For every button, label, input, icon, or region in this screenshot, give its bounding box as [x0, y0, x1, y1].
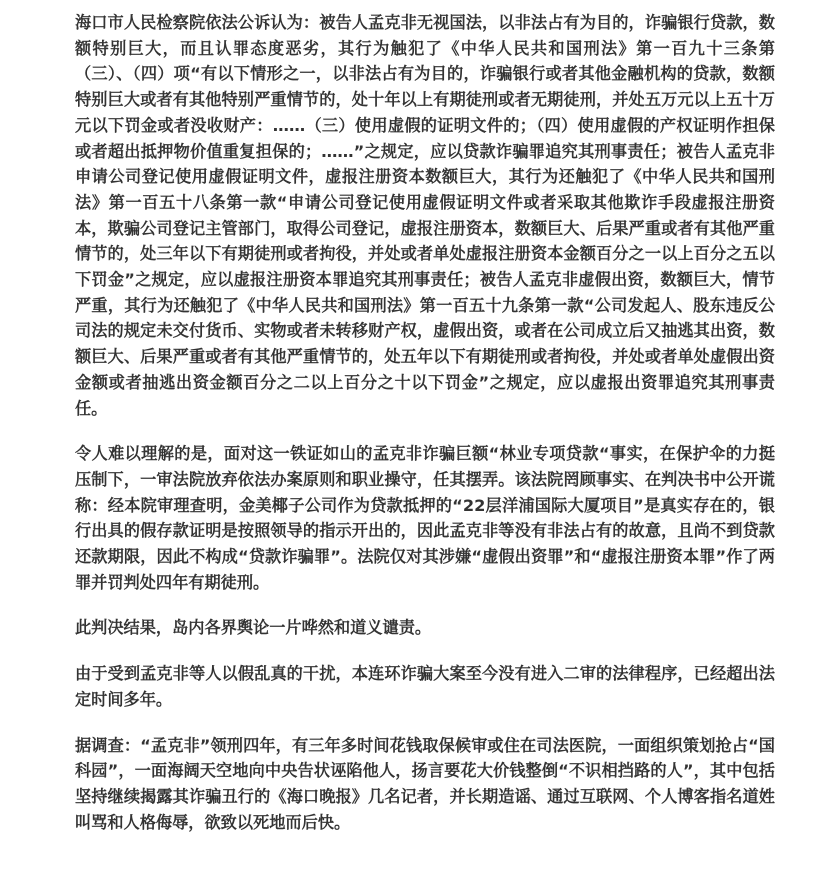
article-paragraph-public-reaction: 此判决结果，岛内各界舆论一片哗然和道义谴责。 [75, 618, 432, 638]
article-paragraph-indictment: 海口市人民检察院依法公诉认为：被告人孟克非无视国法，以非法占有为目的，诈骗银行贷款，数额特别巨大，而且认罪态度恶劣，其行为触犯了《中华人民共和国刑法》第一百九十三条第（三）、（四）项“有以下情形之一，以非法占有为目的，诈骗银行或者其他金融机构的贷款，数额特别巨大或者有其他特别严重情节的，处十年以上有期徒刑或者无期徒刑，并处五万元以上五十万元以下罚金或者没收财产：……（三）使用虚假的证明文件的；（四）使用虚假的产权证明作担保或者超出抵押物价值重复担保的；……”之规定，应以贷款诈骗罪追究其刑事责任；被告人孟克非申请公司登记使用虚假证明文件，虚报注册资本数额巨大，其行为还触犯了《中华人民共和国刑法》第一百五十八条第一款“申请公司登记使用虚假证明文件或者采取其他欺诈手段虚报注册资本，欺骗公司登记主管部门，取得公司登记，虚报注册资本，数额巨大、后果严重或者有其他严重情节的，处三年以下有期徒刑或者拘役，并处或者单处虚报注册资本金额百分之一以上百分之五以下罚金”之规定，应以虚报注册资本罪追究其刑事责任；被告人孟克非虚假出资，数额巨大，情节严重，其行为还触犯了《中华人民共和国刑法》第一百五十九条第一款“公司发起人、股东违反公司法的规定未交付货币、实物或者未转移财产权，虚假出资，或者在公司成立后又抽逃其出资，数额巨大、后果严重或者有其他严重情节的，处五年以下有期徒刑或者拘役，并处或者单处虚假出资金额或者抽逃出资金额百分之二以上百分之十以下罚金”之规定，应以虚报出资罪追究其刑事责任。 [75, 13, 775, 418]
article-paragraph-second-instance-delay: 由于受到孟克非等人以假乱真的干扰，本连环诈骗大案至今没有进入二审的法律程序，已经超出法定时间多年。 [75, 664, 775, 709]
article-paragraph-investigation: 据调查：“孟克非”领刑四年，有三年多时间花钱取保候审或住在司法医院，一面组织策划抢占“国科园”，一面海阔天空地向中央告状诬陷他人，扬言要花大价钱整倒“不识相挡路的人”，其中包括坚持继续揭露其诈骗丑行的《海口晚报》几名记者，并长期造谣、通过互联网、个人博客指名道姓叫骂和人格侮辱，欲致以死地而后快。 [75, 735, 775, 832]
article-paragraph-first-instance-ruling: 令人难以理解的是，面对这一铁证如山的孟克非诈骗巨额“林业专项贷款“事实，在保护伞的力挺压制下，一审法院放弃依法办案原则和职业操守，任其摆弄。该法院罔顾事实、在判决书中公开谎称：经本院审理查明，金美椰子公司作为贷款抵押的“22层洋浦国际大厦项目”是真实存在的，银行出具的假存款证明是按照领导的指示开出的，因此孟克非等没有非法占有的故意，且尚不到贷款还款期限，因此不构成“贷款诈骗罪”。法院仅对其涉嫌“虚假出资罪”和“虚报注册资本罪”作了两罪并罚判处四年有期徒刑。 [75, 444, 775, 592]
article-body [75, 10, 775, 835]
